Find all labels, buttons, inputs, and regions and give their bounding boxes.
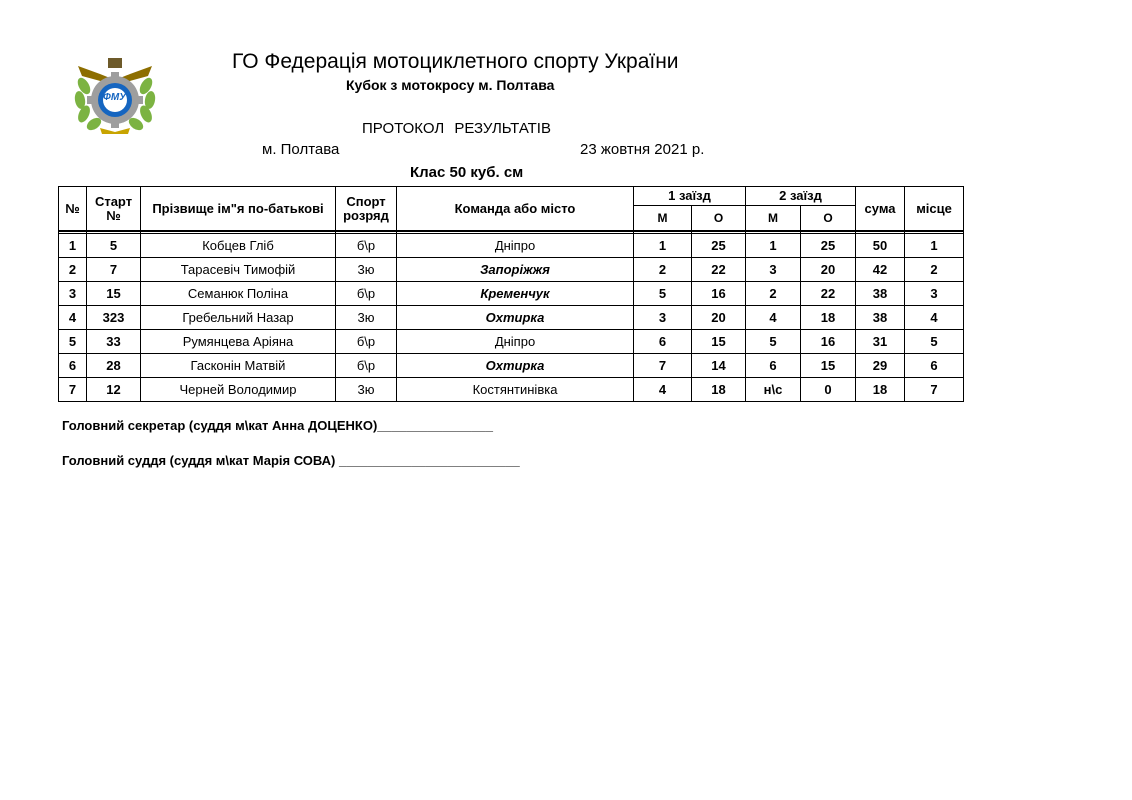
header-race1-place: М bbox=[634, 206, 692, 232]
sport-rank-cell: б\р bbox=[336, 330, 397, 354]
event-city: м. Полтава bbox=[262, 141, 340, 158]
final-place-cell: 4 bbox=[905, 306, 964, 330]
team-city-cell: Запоріжжя bbox=[397, 258, 634, 282]
race1-place-cell: 3 bbox=[634, 306, 692, 330]
total-sum-cell: 38 bbox=[856, 306, 905, 330]
race1-place-cell: 2 bbox=[634, 258, 692, 282]
row-number-cell: 3 bbox=[59, 282, 87, 306]
header-race-2: 2 заїзд bbox=[746, 187, 856, 206]
race1-place-cell: 5 bbox=[634, 282, 692, 306]
table-row bbox=[59, 258, 964, 282]
crown-icon bbox=[108, 58, 122, 68]
table-row bbox=[59, 306, 964, 330]
sport-rank-cell: 3ю bbox=[336, 258, 397, 282]
rider-name-cell: Гасконін Матвій bbox=[141, 354, 336, 378]
team-city-cell: Костянтинівка bbox=[397, 378, 634, 402]
row-number-cell: 6 bbox=[59, 354, 87, 378]
race2-points-cell: 22 bbox=[801, 282, 856, 306]
team-city-cell: Кременчук bbox=[397, 282, 634, 306]
sport-rank-cell: б\р bbox=[336, 282, 397, 306]
total-sum-cell: 42 bbox=[856, 258, 905, 282]
header-team: Команда або місто bbox=[397, 187, 634, 232]
rider-name-cell: Семанюк Поліна bbox=[141, 282, 336, 306]
header-place: місце bbox=[905, 187, 964, 232]
header-start-number: Старт № bbox=[87, 187, 141, 232]
cup-title: Кубок з мотокросу м. Полтава bbox=[346, 77, 555, 93]
race1-points-cell: 18 bbox=[692, 378, 746, 402]
start-number-cell: 15 bbox=[87, 282, 141, 306]
team-city-cell: Охтирка bbox=[397, 306, 634, 330]
header-race2-points: О bbox=[801, 206, 856, 232]
race1-points-cell: 15 bbox=[692, 330, 746, 354]
rider-name-cell: Тарасевіч Тимофій bbox=[141, 258, 336, 282]
start-number-cell: 7 bbox=[87, 258, 141, 282]
results-table bbox=[58, 186, 964, 402]
results-body bbox=[59, 231, 964, 402]
race1-points-cell: 16 bbox=[692, 282, 746, 306]
organization-title: ГО Федерація мотоциклетного спорту України bbox=[232, 50, 679, 73]
race2-place-cell: 3 bbox=[746, 258, 801, 282]
table-row bbox=[59, 234, 964, 258]
table-row bbox=[59, 282, 964, 306]
race2-points-cell: 18 bbox=[801, 306, 856, 330]
race2-place-cell: 1 bbox=[746, 234, 801, 258]
rider-name-cell: Румянцева Аріяна bbox=[141, 330, 336, 354]
sport-rank-cell: б\р bbox=[336, 354, 397, 378]
race1-place-cell: 6 bbox=[634, 330, 692, 354]
row-number-cell: 2 bbox=[59, 258, 87, 282]
race2-points-cell: 20 bbox=[801, 258, 856, 282]
total-sum-cell: 38 bbox=[856, 282, 905, 306]
race2-place-cell: 4 bbox=[746, 306, 801, 330]
header-sum: сума bbox=[856, 187, 905, 232]
logo-text: ФМУ bbox=[103, 92, 127, 103]
race2-place-cell: 6 bbox=[746, 354, 801, 378]
final-place-cell: 7 bbox=[905, 378, 964, 402]
final-place-cell: 1 bbox=[905, 234, 964, 258]
start-number-cell: 12 bbox=[87, 378, 141, 402]
race2-place-cell: 5 bbox=[746, 330, 801, 354]
protocol-title: ПРОТОКОЛ РЕЗУЛЬТАТІВ bbox=[362, 120, 551, 137]
row-number-cell: 5 bbox=[59, 330, 87, 354]
header-race-1: 1 заїзд bbox=[634, 187, 746, 206]
header-no: № bbox=[59, 187, 87, 232]
header-race2-place: М bbox=[746, 206, 801, 232]
race1-points-cell: 14 bbox=[692, 354, 746, 378]
header-name: Прізвище ім"я по-батькові bbox=[141, 187, 336, 232]
race2-points-cell: 0 bbox=[801, 378, 856, 402]
sport-rank-cell: б\р bbox=[336, 234, 397, 258]
secretary-signature: Головний секретар (суддя м\кат Анна ДОЦЕНКО)________________ bbox=[62, 418, 493, 433]
race1-place-cell: 1 bbox=[634, 234, 692, 258]
race1-place-cell: 7 bbox=[634, 354, 692, 378]
race1-points-cell: 25 bbox=[692, 234, 746, 258]
final-place-cell: 5 bbox=[905, 330, 964, 354]
final-place-cell: 3 bbox=[905, 282, 964, 306]
total-sum-cell: 50 bbox=[856, 234, 905, 258]
race2-place-cell: 2 bbox=[746, 282, 801, 306]
final-place-cell: 6 bbox=[905, 354, 964, 378]
team-city-cell: Дніпро bbox=[397, 330, 634, 354]
total-sum-cell: 18 bbox=[856, 378, 905, 402]
table-row bbox=[59, 354, 964, 378]
table-row bbox=[59, 330, 964, 354]
event-date: 23 жовтня 2021 р. bbox=[580, 141, 705, 158]
judge-signature: Головний суддя (суддя м\кат Марія СОВА) _________________________ bbox=[62, 453, 520, 468]
rider-name-cell: Черней Володимир bbox=[141, 378, 336, 402]
race2-points-cell: 16 bbox=[801, 330, 856, 354]
start-number-cell: 33 bbox=[87, 330, 141, 354]
start-number-cell: 28 bbox=[87, 354, 141, 378]
start-number-cell: 5 bbox=[87, 234, 141, 258]
ribbon-icon bbox=[100, 128, 130, 134]
header-sport-rank: Спорт розряд bbox=[336, 187, 397, 232]
race1-place-cell: 4 bbox=[634, 378, 692, 402]
rider-name-cell: Кобцев Гліб bbox=[141, 234, 336, 258]
race1-points-cell: 22 bbox=[692, 258, 746, 282]
total-sum-cell: 29 bbox=[856, 354, 905, 378]
sport-rank-cell: 3ю bbox=[336, 378, 397, 402]
rider-name-cell: Гребельний Назар bbox=[141, 306, 336, 330]
final-place-cell: 2 bbox=[905, 258, 964, 282]
row-number-cell: 1 bbox=[59, 234, 87, 258]
row-number-cell: 4 bbox=[59, 306, 87, 330]
row-number-cell: 7 bbox=[59, 378, 87, 402]
start-number-cell: 323 bbox=[87, 306, 141, 330]
sport-rank-cell: 3ю bbox=[336, 306, 397, 330]
race2-place-cell: н\с bbox=[746, 378, 801, 402]
class-title: Клас 50 куб. см bbox=[410, 164, 524, 181]
team-city-cell: Дніпро bbox=[397, 234, 634, 258]
table-row bbox=[59, 378, 964, 402]
race2-points-cell: 15 bbox=[801, 354, 856, 378]
total-sum-cell: 31 bbox=[856, 330, 905, 354]
race2-points-cell: 25 bbox=[801, 234, 856, 258]
team-city-cell: Охтирка bbox=[397, 354, 634, 378]
race1-points-cell: 20 bbox=[692, 306, 746, 330]
header-race1-points: О bbox=[692, 206, 746, 232]
